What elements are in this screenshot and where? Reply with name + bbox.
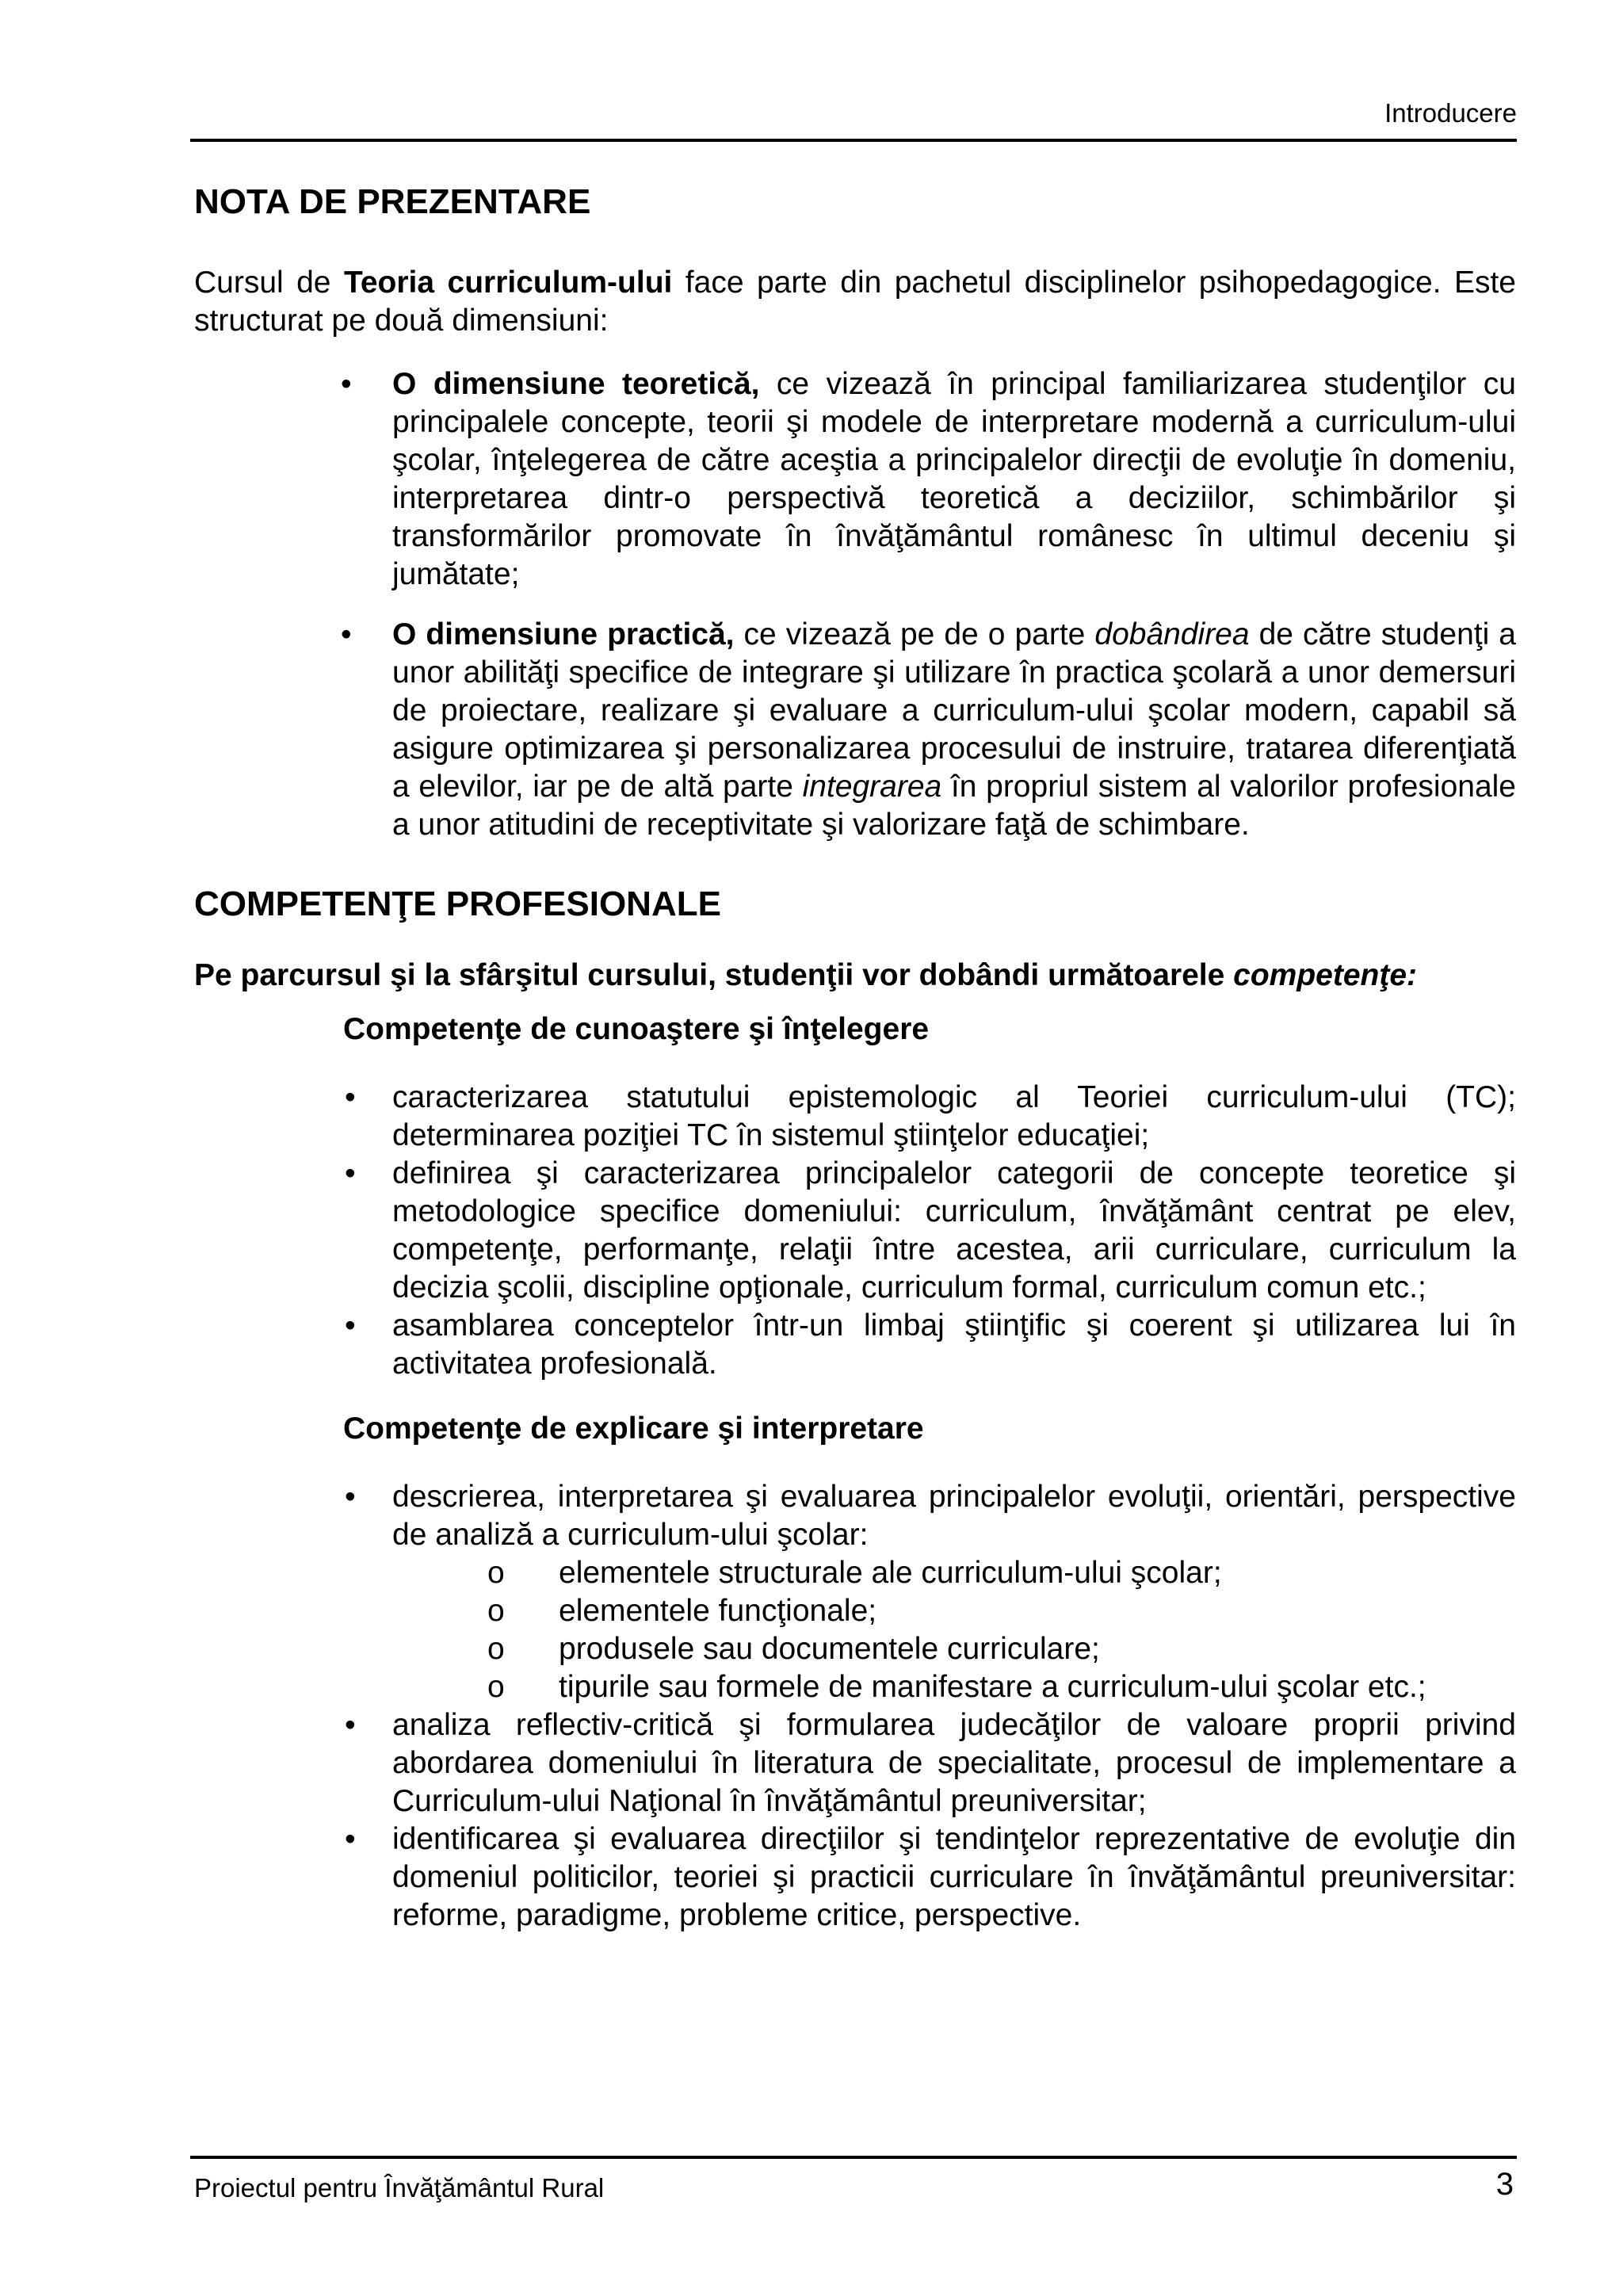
dimension-emphasis: dobândirea	[1094, 617, 1250, 651]
intro-text-start: Cursul de	[194, 266, 344, 300]
competences-intro-text: Pe parcursul şi la sfârşitul cursului, studenţii vor dobândi următoarele	[194, 958, 1234, 992]
list-item: • analiza reflectiv-critică şi formularea judecăţilor de valoare proprii privind abordarea domeniului în literatura de specialitate, procesul de implementare a Curriculum-ului Naţional în învăţământul preuniversitar;	[392, 1706, 1516, 1820]
list-cunoastere	[194, 1079, 1516, 1383]
list-item: • identificarea şi evaluarea direcţiilor şi tendinţelor reprezentative de evoluţie din domeniul politicilor, teoriei şi practicii curriculare în învăţământul preuniversitar: reforme, paradigme, probleme critice, perspective.	[392, 1820, 1516, 1935]
dimensions-list	[194, 365, 1516, 844]
list-item: • definirea şi caracterizarea principalelor categorii de concepte teoretice şi metodologice specifice domeniului: curriculum, învăţământ centrat pe elev, competenţe, performanţe, relaţii între acestea, arii curriculare, curriculum la decizia şcolii, discipline opţionale, curriculum formal, curriculum comun etc.;	[392, 1155, 1516, 1307]
dimension-text: în propriul sistem al valorilor profesionale a unor atitudini de receptivitate şi valorizare faţă de schimbare.	[392, 770, 1516, 842]
header-rule	[190, 139, 1517, 142]
intro-paragraph	[194, 264, 1516, 340]
course-name: Teoria curriculum-ului	[343, 266, 673, 300]
competences-intro-emphasis: competenţe:	[1233, 958, 1418, 992]
list-item	[392, 1478, 1516, 1706]
intro-text-end: face parte din pachetul disciplinelor psihopedagogice. Este structurat pe două dimensiuni:	[194, 266, 1517, 338]
sublist-item: o produsele sau documentele curriculare;	[487, 1630, 1516, 1668]
page-content	[194, 178, 1516, 1935]
section-title-competente: COMPETENŢE PROFESIONALE	[194, 884, 721, 923]
footer-rule	[190, 2156, 1517, 2159]
group-heading-cunoastere: Competenţe de cunoaştere şi înţelegere	[343, 1012, 930, 1046]
dimension-text: ce vizează în principal familiarizarea studenţilor cu principalele concepte, teorii şi modele de interpretare modernă a curriculum-ului şcolar, înţelegerea de către aceştia a principalelor direcţii de evoluţie în domeniu, interpretarea dintr-o perspectivă teoretică a deciziilor, schimbărilor şi transformărilor promovate în învăţământul românesc în ultimul deceniu şi jumătate;	[392, 367, 1517, 591]
sublist-item: o elementele funcţionale;	[487, 1592, 1516, 1630]
section-title-nota: NOTA DE PREZENTARE	[194, 182, 591, 221]
running-header: Introducere	[1384, 98, 1517, 128]
competences-intro	[194, 957, 1516, 995]
sublist-item: o elementele structurale ale curriculum-ului şcolar;	[487, 1554, 1516, 1592]
dimension-label: O dimensiune practică,	[392, 617, 735, 651]
sublist	[392, 1554, 1516, 1706]
group-heading-explicare: Competenţe de explicare şi interpretare	[343, 1412, 924, 1446]
list-item: • asamblarea conceptelor într-un limbaj ştiinţific şi coerent şi utilizarea lui în activitatea profesională.	[392, 1307, 1516, 1383]
dimension-emphasis: integrarea	[802, 770, 942, 804]
list-item: • caracterizarea statutului epistemologic al Teoriei curriculum-ului (TC); determinarea poziţiei TC în sistemul ştiinţelor educaţiei;	[392, 1079, 1516, 1155]
dimension-text: ce vizează pe de o parte	[734, 617, 1095, 651]
footer-publisher: Proiectul pentru Învăţământul Rural	[194, 2173, 605, 2202]
dimension-theoretical	[392, 365, 1516, 594]
list-item-text: descrierea, interpretarea şi evaluarea principalelor evoluţii, orientări, perspective de analiză a curriculum-ului şcolar:	[392, 1480, 1516, 1552]
dimension-practical	[392, 616, 1516, 844]
sublist-item: o tipurile sau formele de manifestare a curriculum-ului şcolar etc.;	[487, 1668, 1516, 1706]
dimension-label: O dimensiune teoretică,	[392, 367, 760, 401]
dimension-text: de către studenţi a unor abilităţi specifice de integrare şi utilizare în practica şcolară a unor demersuri de proiectare, realizare şi evaluare a curriculum-ului şcolar modern, capabil să asigure optimizarea şi personalizarea procesului de instruire, tratarea diferenţiată a elevilor, iar pe de altă parte	[392, 617, 1516, 804]
page-number: 3	[1495, 2167, 1514, 2202]
list-explicare	[194, 1478, 1516, 1935]
